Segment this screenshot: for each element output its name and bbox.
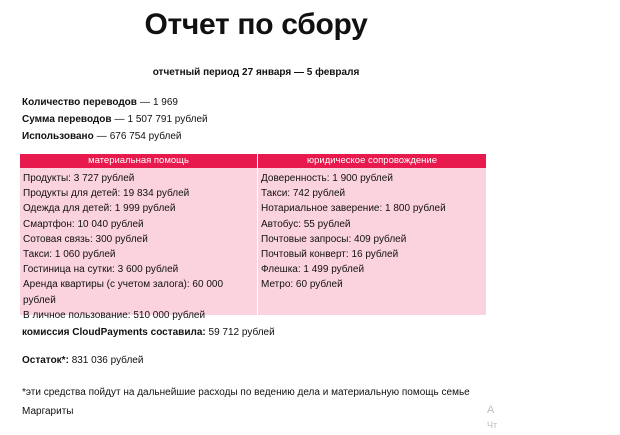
list-item: Автобус: 55 рублей [261, 218, 351, 230]
list-item: Сотовая связь: 300 рублей [23, 233, 148, 245]
list-item: Продукты для детей: 19 834 рублей [23, 188, 190, 200]
report-period: отчетный период 27 января — 5 февраля [152, 67, 360, 78]
list-item: Метро: 60 рублей [261, 279, 343, 291]
expenses-table [20, 154, 486, 321]
header-material-aid: материальная помощь [88, 155, 189, 166]
column-divider [257, 154, 258, 315]
header-legal-support: юридическое сопровождение [306, 155, 437, 166]
stat-dash: — [139, 97, 150, 108]
stat-value: 676 754 рублей [109, 131, 182, 142]
stat-label: Количество переводов [22, 97, 137, 108]
list-item: Продукты: 3 727 рублей [23, 173, 135, 184]
list-item: Почтовые запросы: 409 рублей [261, 233, 407, 245]
legal-support-list [261, 171, 483, 293]
list-item: Смартфон: 10 040 рублей [23, 218, 144, 230]
commission-label: комиссия CloudPayments составила: [22, 327, 206, 338]
footnote: *эти средства пойдут на дальнейшие расходы по ведению дела и материальную помощь семье Маргариты [22, 387, 470, 417]
list-item: Такси: 742 рублей [261, 188, 346, 200]
report-title: Отчет по сбору [144, 8, 368, 41]
material-aid-list [23, 171, 255, 323]
list-item: Одежда для детей: 1 999 рублей [23, 203, 176, 215]
stat-used [22, 131, 181, 142]
list-item: Аренда квартиры (с учетом залога): 60 000 рублей [23, 279, 224, 306]
commission-line [22, 327, 275, 338]
edge-fragment: Чт [487, 420, 498, 430]
list-item: В личное пользование: 510 000 рублей [23, 309, 206, 321]
stat-dash: — [96, 131, 107, 142]
table-header-row [20, 154, 486, 168]
commission-value: 59 712 рублей [208, 327, 275, 338]
list-item: Такси: 1 060 рублей [23, 249, 116, 261]
edge-fragment: А [487, 404, 495, 416]
stat-transfers-count [22, 97, 178, 108]
list-item: Почтовый конверт: 16 рублей [261, 249, 399, 261]
remainder-label: Остаток*: [22, 355, 69, 366]
stat-label: Использовано [22, 131, 94, 142]
stat-label: Сумма переводов [22, 114, 112, 125]
stat-transfers-sum [22, 114, 208, 125]
stat-dash: — [114, 114, 125, 125]
stat-value: 1 969 [152, 97, 178, 108]
list-item: Нотариальное заверение: 1 800 рублей [261, 203, 446, 215]
stat-value: 1 507 791 рублей [127, 114, 208, 125]
list-item: Доверенность: 1 900 рублей [261, 173, 393, 184]
remainder-line [22, 355, 143, 366]
remainder-value: 831 036 рублей [71, 355, 144, 366]
list-item: Гостиница на сутки: 3 600 рублей [23, 264, 179, 276]
list-item: Флешка: 1 499 рублей [261, 264, 365, 276]
